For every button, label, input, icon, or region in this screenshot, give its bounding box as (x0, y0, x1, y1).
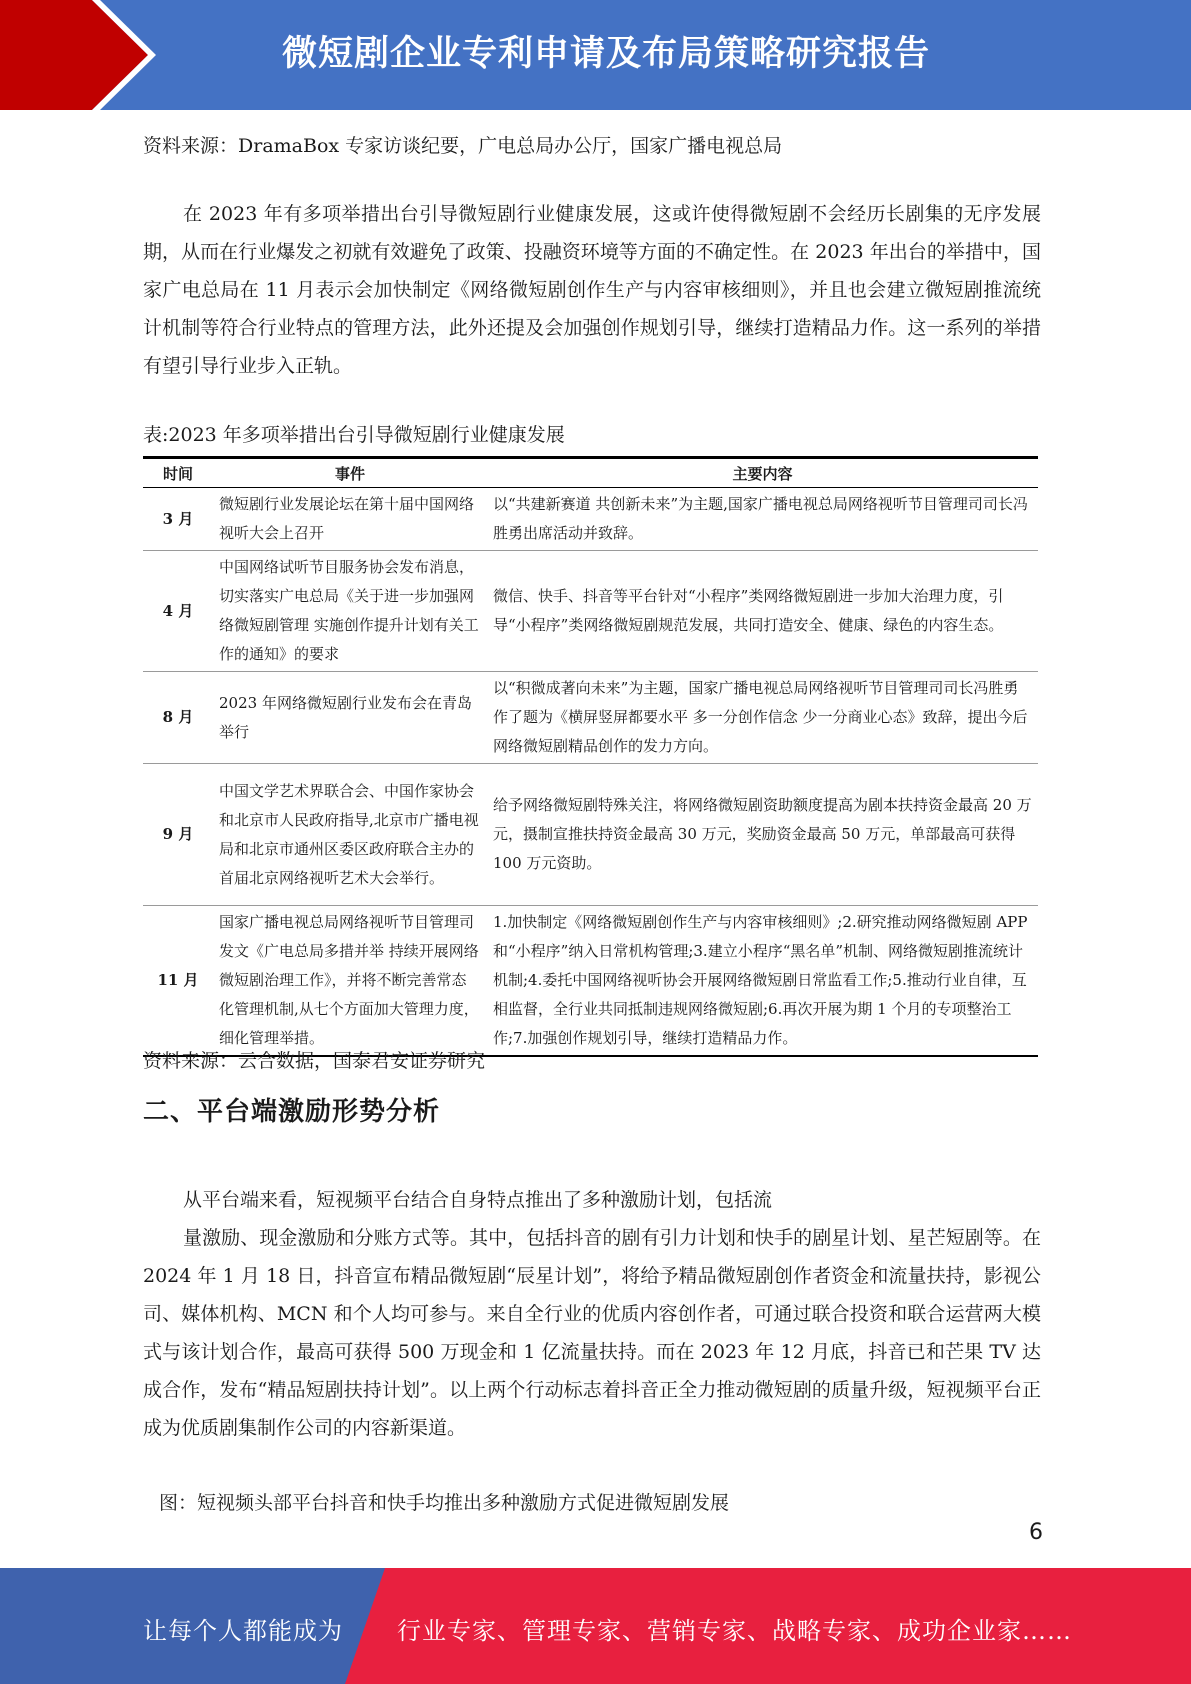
table-row (143, 764, 1038, 906)
table-row (143, 906, 1038, 1057)
row-content: 1.加快制定《网络微短剧创作生产与内容审核细则》;2.研究推动网络微短剧 APP 和“小程序”纳入日常机构管理;3.建立小程序“黑名单”机制、网络微短剧推流统计机制;4.委托中国网络视听协会开展网络微短剧日常监看工作;5.推动行业自律，互相监督，全行业共同抵制违规网络微短剧;6.再次开展为期 1 个月的专项整治工作;7.加强创作规划引导，继续打造精品力作。 (493, 913, 1028, 1047)
row-event: 中国文学艺术界联合会、中国作家协会和北京市人民政府指导,北京市广播电视局和北京市通州区委区政府联合主办的首届北京网络视听艺术大会举行。 (213, 764, 487, 906)
header-content: 主要内容 (487, 458, 1038, 488)
platform-paragraph-block-2 (143, 1219, 1041, 1447)
figure-caption: 图：短视频头部平台抖音和快手均推出多种激励方式促进微短剧发展 (159, 1492, 730, 1514)
intro-paragraph-block (143, 195, 1041, 385)
platform-paragraph-first-line: 从平台端来看，短视频平台结合自身特点推出了多种激励计划，包括流 (183, 1189, 773, 1211)
header-time: 时间 (143, 458, 213, 488)
row-event: 中国网络试听节目服务协会发布消息，切实落实广电总局《关于进一步加强网络微短剧管理 实施创作提升计划有关工作的通知》的要求 (213, 551, 487, 672)
footer-slogan-left: 让每个人都能成为 (143, 1617, 343, 1645)
table-caption: 表:2023 年多项举措出台引导微短剧行业健康发展 (143, 424, 565, 446)
platform-paragraph-body: 量激励、现金激励和分账方式等。其中，包括抖音的剧有引力计划和快手的剧星计划、星芒短剧等。在 2024 年 1 月 18 日，抖音宣布精品微短剧“辰星计划”，将给予精品微短剧创作者资金和流量扶持，影视公司、媒体机构、MCN 和个人均可参与。来自全行业的优质内容创作者，可通过联合投资和联合运营两大模式与该计划合作，最高可获得 500 万现金和 1 亿流量扶持。而在 2023 年 12 月底，抖音已和芒果 TV 达成合作，发布“精品短剧扶持计划”。以上两个行动标志着抖音正全力推动微短剧的质量升级，短视频平台正成为优质剧集制作公司的内容新渠道。 (143, 1227, 1041, 1439)
row-content: 微信、快手、抖音等平台针对“小程序”类网络微短剧进一步加大治理力度，引导“小程序”类网络微短剧规范发展，共同打造安全、健康、绿色的内容生态。 (487, 551, 1038, 672)
table-row (143, 551, 1038, 672)
row-event: 微短剧行业发展论坛在第十届中国网络视听大会上召开 (213, 488, 487, 551)
page-number: 6 (1029, 1520, 1043, 1545)
row-content: 以“积微成著向未来”为主题，国家广播电视总局网络视听节目管理司司长冯胜勇作了题为《横屏竖屏都要水平 多一分创作信念 少一分商业心态》致辞，提出今后网络微短剧精品创作的发力方向。 (487, 672, 1038, 764)
section-title: 二、平台端激励形势分析 (143, 1097, 441, 1127)
row-month: 3 月 (143, 488, 213, 551)
row-month: 11 月 (157, 971, 199, 989)
source-note-table: 资料来源：云合数据，国泰君安证券研究 (143, 1050, 486, 1072)
row-content: 给予网络微短剧特殊关注，将网络微短剧资助额度提高为剧本扶持资金最高 20 万元，摄制宣推扶持资金最高 30 万元，奖励资金最高 50 万元，单部最高可获得 100 万元资助。 (487, 764, 1038, 906)
footer-slogan-right: 行业专家、管理专家、营销专家、战略专家、成功企业家…… (397, 1617, 1072, 1645)
intro-paragraph: 在 2023 年有多项举措出台引导微短剧行业健康发展，这或许使得微短剧不会经历长剧集的无序发展期，从而在行业爆发之初就有效避免了政策、投融资环境等方面的不确定性。在 2023 年出台的举措中，国家广电总局在 11 月表示会加快制定《网络微短剧创作生产与内容审核细则》，并且也会建立微短剧推流统计机制等符合行业特点的管理方法，此外还提及会加强创作规划引导，继续打造精品力作。这一系列的举措有望引导行业步入正轨。 (143, 203, 1041, 377)
row-month: 8 月 (143, 672, 213, 764)
row-month: 9 月 (143, 764, 213, 906)
header-event: 事件 (213, 458, 487, 488)
measures-table (143, 456, 1038, 1057)
page-footer (0, 1568, 1191, 1684)
row-event: 2023 年网络微短剧行业发布会在青岛举行 (213, 672, 487, 764)
table-header-row (143, 458, 1038, 488)
platform-paragraph-block (143, 1181, 1041, 1219)
page-header (0, 0, 1191, 110)
row-content: 以“共建新赛道 共创新未来”为主题,国家广播电视总局网络视听节目管理司司长冯胜勇出席活动并致辞。 (487, 488, 1038, 551)
row-event: 国家广播电视总局网络视听节目管理司发文《广电总局多措并举 持续开展网络微短剧治理工作》，并将不断完善常态化管理机制,从七个方面加大管理力度，细化管理举措。 (219, 913, 479, 1047)
source-note-top: 资料来源：DramaBox 专家访谈纪要，广电总局办公厅，国家广播电视总局 (143, 135, 783, 157)
header-title: 微短剧企业专利申请及布局策略研究报告 (282, 34, 931, 74)
row-month: 4 月 (143, 551, 213, 672)
table-row (143, 672, 1038, 764)
table-row (143, 488, 1038, 551)
